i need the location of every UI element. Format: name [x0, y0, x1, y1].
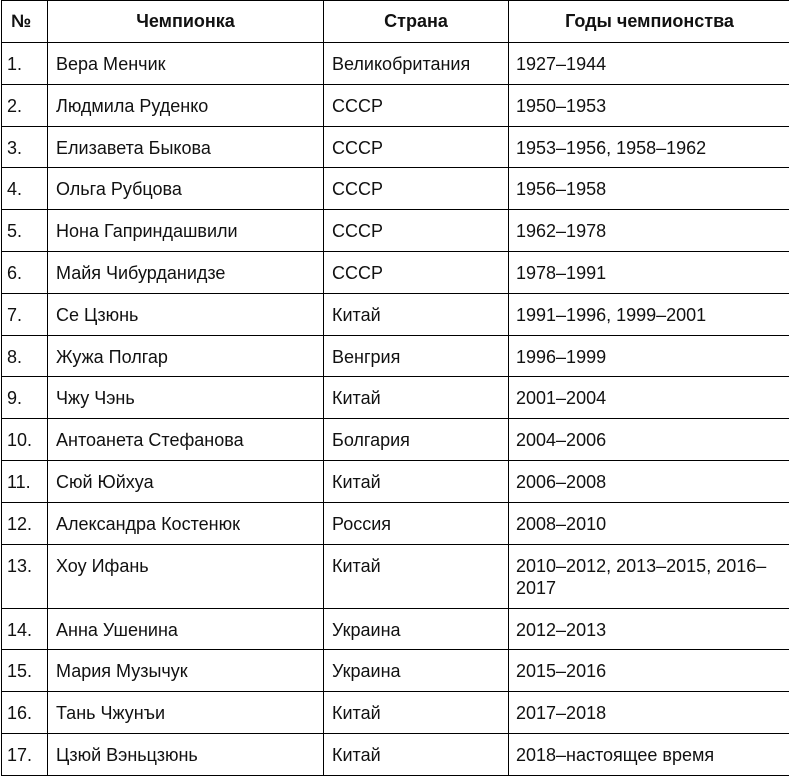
- years-cell: 1962–1978: [509, 210, 789, 252]
- champion-name-cell: Се Цзюнь: [48, 293, 324, 335]
- years-cell: 1953–1956, 1958–1962: [509, 126, 789, 168]
- years-cell: 1978–1991: [509, 251, 789, 293]
- years-cell: 2010–2012, 2013–2015, 2016–2017: [509, 544, 789, 608]
- country-cell: СССР: [324, 126, 509, 168]
- champion-name-cell: Жужа Полгар: [48, 335, 324, 377]
- years-cell: 2015–2016: [509, 650, 789, 692]
- row-number-cell: 10.: [2, 419, 48, 461]
- row-number-cell: 16.: [2, 692, 48, 734]
- table-row: [2, 84, 789, 126]
- country-cell: СССР: [324, 210, 509, 252]
- country-cell: Великобритания: [324, 43, 509, 85]
- row-number-cell: 12.: [2, 502, 48, 544]
- table-row: [2, 377, 789, 419]
- table-row: [2, 251, 789, 293]
- row-number-cell: 14.: [2, 608, 48, 650]
- champion-name-cell: Тань Чжунъи: [48, 692, 324, 734]
- years-cell: 2008–2010: [509, 502, 789, 544]
- row-number-cell: 9.: [2, 377, 48, 419]
- champion-name-cell: Людмила Руденко: [48, 84, 324, 126]
- row-number-cell: 5.: [2, 210, 48, 252]
- years-cell: 2018–настоящее время: [509, 733, 789, 775]
- row-number-cell: 11.: [2, 460, 48, 502]
- table-row: [2, 43, 789, 85]
- champion-name-cell: Елизавета Быкова: [48, 126, 324, 168]
- champion-name-cell: Сюй Юйхуа: [48, 460, 324, 502]
- country-cell: СССР: [324, 251, 509, 293]
- country-cell: Болгария: [324, 419, 509, 461]
- row-number-cell: 3.: [2, 126, 48, 168]
- country-cell: Россия: [324, 502, 509, 544]
- years-cell: 2017–2018: [509, 692, 789, 734]
- row-number-cell: 4.: [2, 168, 48, 210]
- table-row: [2, 460, 789, 502]
- table-row: [2, 293, 789, 335]
- country-cell: Венгрия: [324, 335, 509, 377]
- table-header: [2, 1, 789, 43]
- years-cell: 1950–1953: [509, 84, 789, 126]
- header-country: Страна: [324, 1, 509, 43]
- champion-name-cell: Анна Ушенина: [48, 608, 324, 650]
- row-number-cell: 1.: [2, 43, 48, 85]
- years-cell: 1991–1996, 1999–2001: [509, 293, 789, 335]
- champion-name-cell: Майя Чибурданидзе: [48, 251, 324, 293]
- years-cell: 2012–2013: [509, 608, 789, 650]
- years-cell: 2004–2006: [509, 419, 789, 461]
- table-row: [2, 210, 789, 252]
- row-number-cell: 2.: [2, 84, 48, 126]
- table-row: [2, 335, 789, 377]
- table-row: [2, 650, 789, 692]
- row-number-cell: 17.: [2, 733, 48, 775]
- table-row: [2, 502, 789, 544]
- row-number-cell: 8.: [2, 335, 48, 377]
- row-number-cell: 15.: [2, 650, 48, 692]
- champion-name-cell: Чжу Чэнь: [48, 377, 324, 419]
- years-cell: 2001–2004: [509, 377, 789, 419]
- champions-table: [1, 0, 789, 776]
- country-cell: Китай: [324, 377, 509, 419]
- table-row: [2, 168, 789, 210]
- country-cell: СССР: [324, 84, 509, 126]
- champion-name-cell: Антоанета Стефанова: [48, 419, 324, 461]
- country-cell: СССР: [324, 168, 509, 210]
- country-cell: Украина: [324, 608, 509, 650]
- table-row: [2, 126, 789, 168]
- row-number-cell: 13.: [2, 544, 48, 608]
- champion-name-cell: Нона Гаприндашвили: [48, 210, 324, 252]
- champion-name-cell: Мария Музычук: [48, 650, 324, 692]
- table-row: [2, 733, 789, 775]
- country-cell: Китай: [324, 544, 509, 608]
- years-cell: 2006–2008: [509, 460, 789, 502]
- table-body: [2, 43, 789, 776]
- table-row: [2, 692, 789, 734]
- country-cell: Китай: [324, 460, 509, 502]
- champion-name-cell: Вера Менчик: [48, 43, 324, 85]
- years-cell: 1996–1999: [509, 335, 789, 377]
- champion-name-cell: Цзюй Вэньцзюнь: [48, 733, 324, 775]
- row-number-cell: 7.: [2, 293, 48, 335]
- row-number-cell: 6.: [2, 251, 48, 293]
- header-champion: Чемпионка: [48, 1, 324, 43]
- years-cell: 1956–1958: [509, 168, 789, 210]
- champion-name-cell: Ольга Рубцова: [48, 168, 324, 210]
- header-years: Годы чемпионства: [509, 1, 789, 43]
- champion-name-cell: Хоу Ифань: [48, 544, 324, 608]
- years-cell: 1927–1944: [509, 43, 789, 85]
- header-row: [2, 1, 789, 43]
- table-row: [2, 544, 789, 608]
- country-cell: Китай: [324, 692, 509, 734]
- country-cell: Украина: [324, 650, 509, 692]
- champion-name-cell: Александра Костенюк: [48, 502, 324, 544]
- table-row: [2, 419, 789, 461]
- header-number: №: [2, 1, 48, 43]
- country-cell: Китай: [324, 293, 509, 335]
- table-row: [2, 608, 789, 650]
- country-cell: Китай: [324, 733, 509, 775]
